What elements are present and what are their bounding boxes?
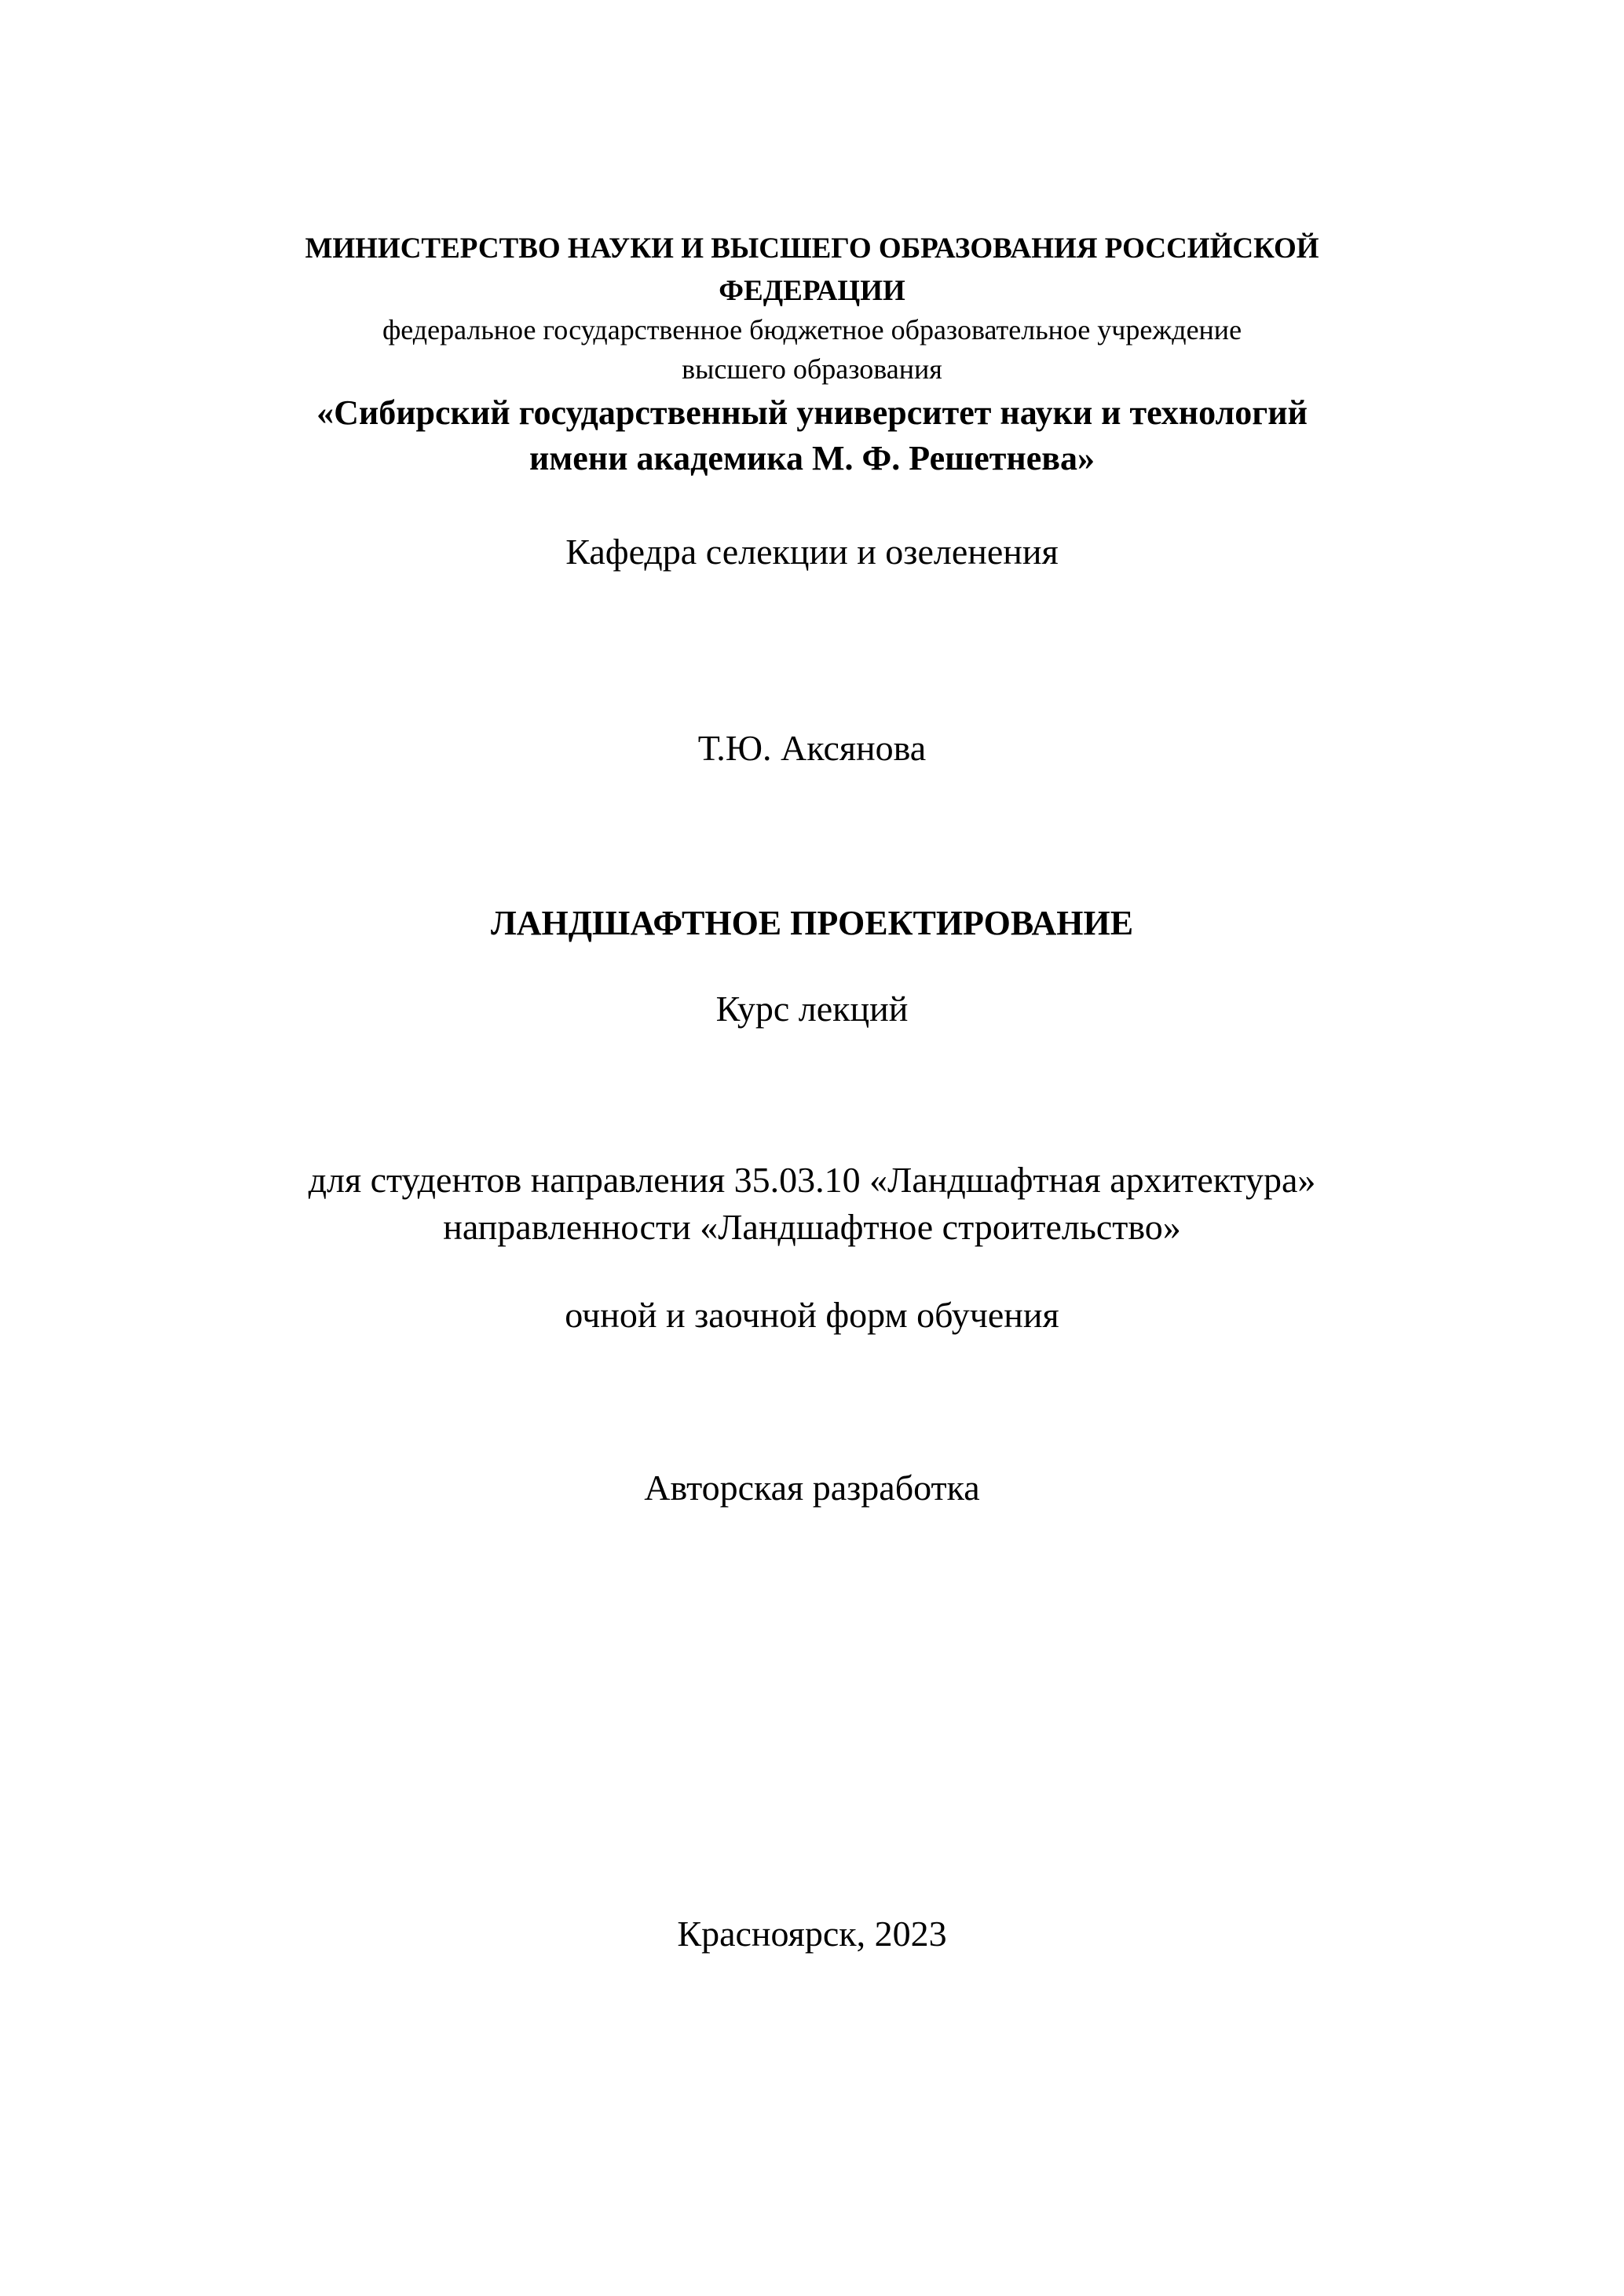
authorship-note: Авторская разработка [644, 1468, 980, 1508]
city-and-year: Красноярск, 2023 [677, 1914, 947, 1954]
organization-type-line2: высшего образования [682, 353, 942, 385]
department-name: Кафедра селекции и озеленения [565, 532, 1059, 572]
audience-line1: для студентов направления 35.03.10 «Ландшафтная архитектура» [308, 1160, 1316, 1200]
organization-type-line1: федеральное государственное бюджетное образовательное учреждение [382, 314, 1242, 345]
university-name-line1: «Сибирский государственный университет науки и технологий [316, 393, 1308, 432]
author-name: Т.Ю. Аксянова [697, 728, 927, 768]
ministry-name-line2: ФЕДЕРАЦИИ [719, 275, 905, 307]
study-forms: очной и заочной форм обучения [565, 1295, 1059, 1335]
audience-line2: направленности «Ландшафтное строительство» [443, 1207, 1181, 1247]
document-type: Курс лекций [715, 989, 909, 1029]
ministry-name-line1: МИНИСТЕРСТВО НАУКИ И ВЫСШЕГО ОБРАЗОВАНИЯ РОССИЙСКОЙ [305, 232, 1319, 265]
university-name-line2: имени академика М. Ф. Решетнева» [529, 439, 1095, 477]
document-title: ЛАНДШАФТНОЕ ПРОЕКТИРОВАНИЕ [490, 904, 1134, 942]
